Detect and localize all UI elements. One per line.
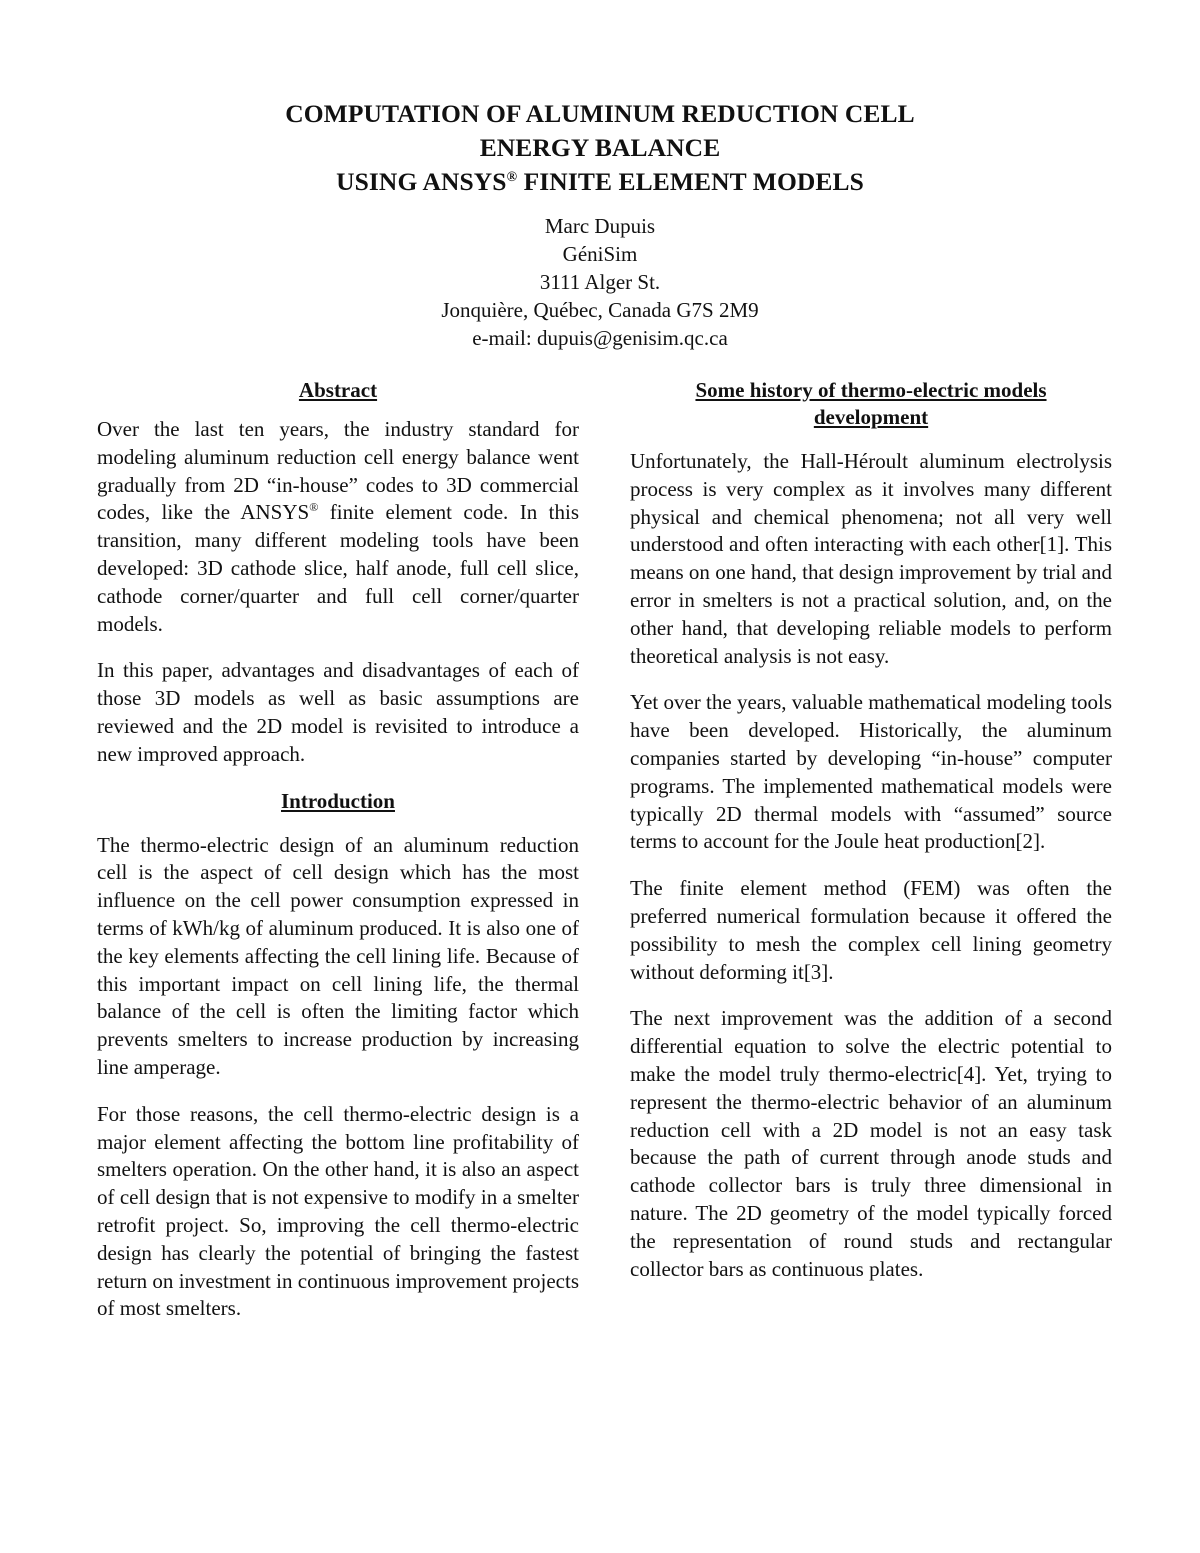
author-email: e-mail: dupuis@genisim.qc.ca (472, 326, 728, 350)
abstract-p1-text-b: finite element code. In this transition, many different modeling tools have been developed: 3D cathode slice, half anode, full cell slice, cathode corner/quarter and full cell corner/quarter models. (97, 500, 579, 636)
left-column (97, 377, 579, 1323)
title-line-3 (0, 165, 1200, 199)
author-name: Marc Dupuis (544, 214, 656, 238)
abstract-paragraph-2: In this paper, advantages and disadvantages of each of those 3D models as well as basic assumptions are reviewed and the 2D model is revisited to introduce a new improved approach. (97, 658, 579, 766)
history-heading-line-2: development (813, 405, 929, 429)
history-paragraph-1: Unfortunately, the Hall-Héroult aluminum electrolysis process is very complex as it involves many different physical and chemical phenomena; not all very well understood and often interacting with each other[1]. This means on one hand, that design improvement by trial and error in smelters is not a practical solution, and, on the other hand, that developing reliable models to perform theoretical analysis is not easy. (630, 449, 1112, 668)
author-organization: GéniSim (562, 242, 638, 266)
introduction-paragraph-2: For those reasons, the cell thermo-electric design is a major element affecting the bottom line profitability of smelters operation. On the other hand, it is also an aspect of cell design that is not expensive to modify in a smelter retrofit project. So, improving the cell thermo-electric design has clearly the potential of bringing the fastest return on investment in continuous improvement projects of most smelters. (97, 1101, 579, 1321)
history-heading-line-1: Some history of thermo-electric models (695, 378, 1047, 402)
registered-mark: ® (506, 170, 518, 185)
author-street: 3111 Alger St. (539, 270, 661, 294)
history-paragraph-4: The next improvement was the addition of a second differential equation to solve the electric potential to make the model truly thermo-electric[4]. Yet, trying to represent the thermo-electric behavior of an aluminum reduction cell with a 2D model is not an easy task because the path of current through anode studs and cathode collector bars is truly three dimensional in nature. The 2D geometry of the model typically forced the representation of round studs and rectangular collector bars as continuous plates. (630, 1006, 1112, 1281)
abstract-p1-text-a: Over the last ten years, the industry standard for modeling aluminum reduction cell energy balance went gradually from 2D “in-house” codes to 3D commercial codes, like the ANSYS (97, 417, 579, 525)
history-paragraph-3: The finite element method (FEM) was often the preferred numerical formulation because it offered the possibility to mesh the complex cell lining geometry without deforming it[3]. (630, 876, 1112, 984)
author-info (0, 212, 1200, 352)
right-column (630, 377, 1112, 1283)
author-city: Jonquière, Québec, Canada G7S 2M9 (441, 298, 759, 322)
abstract-heading: Abstract (298, 378, 378, 402)
title-line-1: COMPUTATION OF ALUMINUM REDUCTION CELL (285, 99, 915, 128)
registered-mark: ® (309, 500, 319, 515)
paper-title (0, 97, 1200, 199)
introduction-heading: Introduction (281, 788, 395, 813)
title-line-3-prefix: USING ANSYS (336, 167, 507, 196)
history-paragraph-2: Yet over the years, valuable mathematical modeling tools have been developed. Historically, the aluminum companies started by developing “in-house” computer programs. The implemented mathematical models were typically 2D thermal models with “assumed” source terms to account for the Joule heat production[2]. (630, 690, 1112, 854)
introduction-paragraph-1: The thermo-electric design of an aluminum reduction cell is the aspect of cell design which has the most influence on the cell power consumption expressed in terms of kWh/kg of aluminum produced. It is also one of the key elements affecting the cell lining life. Because of this important impact on cell lining life, the thermal balance of the cell is often the limiting factor which prevents smelters to increase production by increasing line amperage. (97, 832, 579, 1079)
history-heading (630, 377, 1112, 431)
title-line-3-suffix: FINITE ELEMENT MODELS (517, 167, 864, 196)
title-line-2: ENERGY BALANCE (479, 133, 721, 162)
abstract-paragraph-1 (97, 416, 579, 638)
